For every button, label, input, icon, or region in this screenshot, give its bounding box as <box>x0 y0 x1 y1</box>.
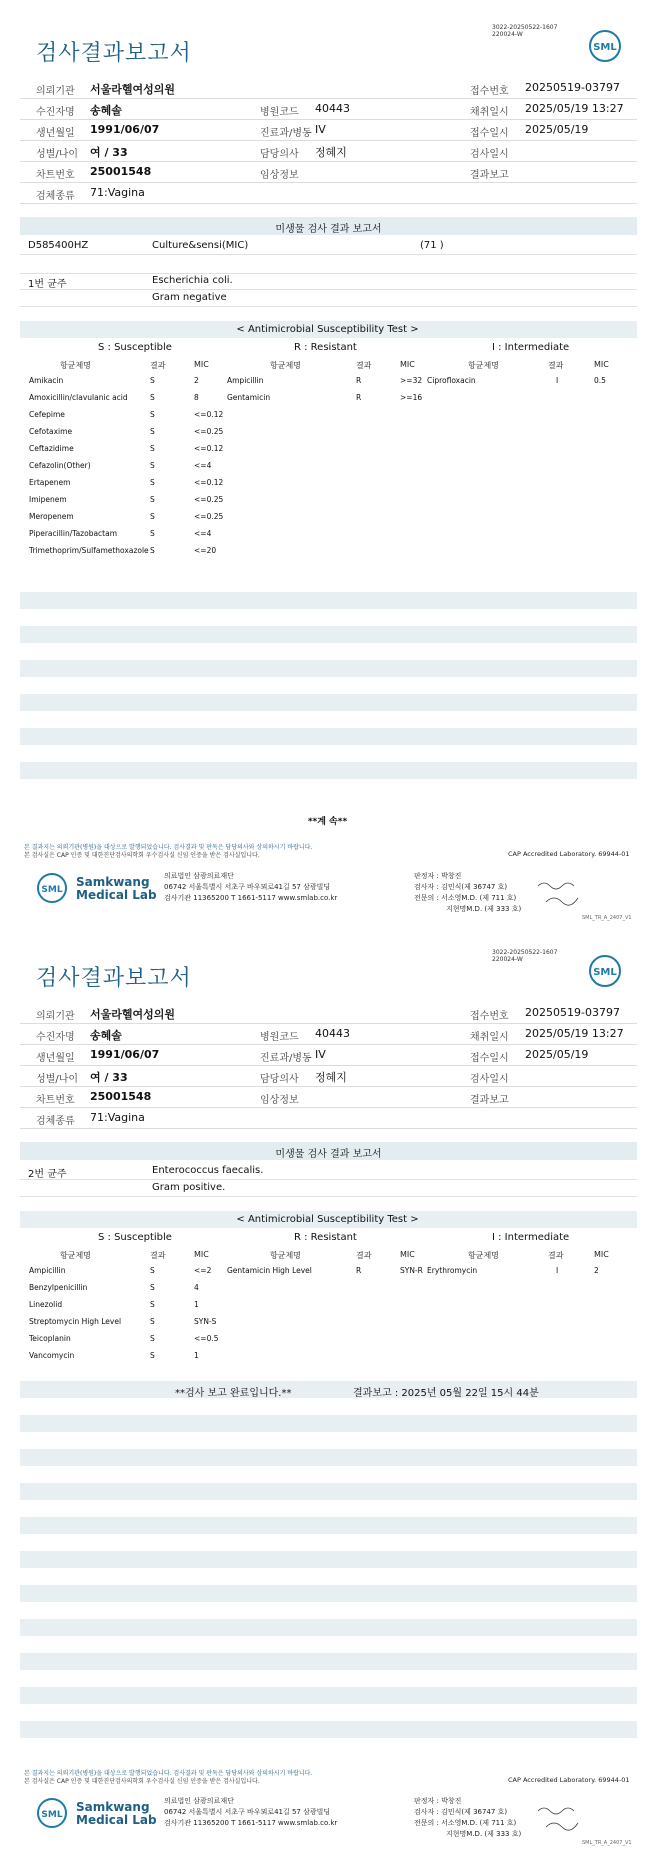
result-code: S <box>150 478 155 487</box>
col-header-mic: MIC <box>594 360 609 369</box>
drug-name: Piperacillin/Tazobactam <box>29 529 118 538</box>
result-code: S <box>150 461 155 470</box>
mic-value: >=32 <box>400 376 423 385</box>
row-stripe <box>20 762 637 779</box>
mic-value: <=4 <box>194 529 212 538</box>
result-code: S <box>150 410 155 419</box>
isolate-1-organism: 1번 균주 Escherichia coli. <box>20 272 637 290</box>
sml-logo <box>588 954 622 988</box>
row-stripe <box>20 1415 637 1432</box>
row-stripe <box>20 1687 637 1704</box>
mic-value: SYN-R <box>400 1266 423 1275</box>
drug-name: Gentamicin <box>227 393 271 402</box>
result-code: S <box>150 1334 155 1343</box>
legend-i: I : Intermediate <box>492 1232 570 1243</box>
col-header-drug: 항균제명 <box>270 361 301 370</box>
col-header-drug: 항균제명 <box>60 1251 91 1260</box>
page-title: 검사결과보고서 <box>36 966 192 991</box>
row-stripe <box>20 1619 637 1636</box>
mic-value: <=0.12 <box>194 478 224 487</box>
lab-address: 의료법인 삼광의료재단 06742 서울특별시 서초구 바우뫼로41길 57 삼광빌딩 검사기관 11365200 T 1661-5117 www.smlab.co.kr <box>164 1797 338 1827</box>
patient-header: 의뢰기관 서울라헬여성의원 접수번호 20250519-03797 수진자명 송혜솔 병원코드 40443 채취일시 2025/05/19 13:27 생년월일 1991/06/07 진료과/병동 IV 접수일시 2025/05/19 성별/나이 여 / 33 담당의사 정혜지 검사일시 차트번호 25001548 임상정보 결과보고 검체종류 71:Vagina <box>20 78 637 204</box>
drug-name: Ampicillin <box>29 1266 66 1275</box>
mic-value: 0.5 <box>594 376 606 385</box>
footer-note: 본 결과지는 의뢰기관(병원)을 대상으로 발행되었습니다. 검사결과 및 판독은 담당의사와 상의하시기 바랍니다. <box>24 844 313 851</box>
sml-logo <box>588 29 622 63</box>
mic-value: <=0.25 <box>194 427 224 436</box>
form-version: SML_TR_A_2407_V1 <box>582 915 632 921</box>
result-code: S <box>150 512 155 521</box>
sml-footer-logo <box>36 872 68 904</box>
svg-text:SML: SML <box>593 967 617 978</box>
col-header-mic: MIC <box>400 360 415 369</box>
drug-name: Trimethoprim/Sulfamethoxazole <box>29 546 149 555</box>
result-code: S <box>150 1300 155 1309</box>
ast-title: < Antimicrobial Susceptibility Test > <box>236 1214 419 1225</box>
col-header-result: 결과 <box>356 361 372 370</box>
row-stripe <box>20 1721 637 1738</box>
drug-name: Cefazolin(Other) <box>29 461 91 470</box>
drug-name: Ampicillin <box>227 376 264 385</box>
legend-r: R : Resistant <box>294 342 357 353</box>
legend-s: S : Susceptible <box>98 342 172 353</box>
svg-text:SML: SML <box>41 885 63 895</box>
drug-name: Ceftazidime <box>29 444 74 453</box>
result-code: S <box>150 495 155 504</box>
mic-value: <=0.5 <box>194 1334 219 1343</box>
result-code: I <box>556 376 559 385</box>
drug-name: Amoxicillin/clavulanic acid <box>29 393 128 402</box>
signatures: 판정자 : 박창진 검사자 : 김민식(제 36747 호) 전문의 : 서소영M.D. (제 711 호) 지현명M.D. (제 333 호) <box>414 1797 522 1838</box>
lab-brand: Samkwang Medical Lab <box>76 875 157 902</box>
mic-value: <=20 <box>194 546 217 555</box>
drug-name: Benzylpenicillin <box>29 1283 88 1292</box>
result-code: R <box>356 393 362 402</box>
patient-header: 의뢰기관 서울라헬여성의원 접수번호 20250519-03797 수진자명 송혜솔 병원코드 40443 채취일시 2025/05/19 13:27 생년월일 1991/06/07 진료과/병동 IV 접수일시 2025/05/19 성별/나이 여 / 33 담당의사 정혜지 검사일시 차트번호 25001548 임상정보 결과보고 검체종류 71:Vagina <box>20 1003 637 1129</box>
isolate-1-gram: Gram negative <box>20 289 637 307</box>
result-code: S <box>150 1351 155 1360</box>
row-stripe <box>20 1653 637 1670</box>
row-stripe <box>20 1517 637 1534</box>
lab-brand: Samkwang Medical Lab <box>76 1800 157 1827</box>
cap-label: CAP Accredited Laboratory. 69944-01 <box>508 1776 630 1784</box>
result-code: I <box>556 1266 559 1275</box>
col-header-result: 결과 <box>356 1251 372 1260</box>
result-code: S <box>150 1266 155 1275</box>
mic-value: 2 <box>594 1266 599 1275</box>
sml-footer-logo <box>36 1797 68 1829</box>
mic-value: <=2 <box>194 1266 212 1275</box>
mic-value: 1 <box>194 1300 199 1309</box>
row-stripe <box>20 1483 637 1500</box>
col-header-result: 결과 <box>548 1251 564 1260</box>
document-code: 3022-20250522-1607 220024-W <box>492 24 558 38</box>
row-stripe <box>20 1449 637 1466</box>
svg-text:SML: SML <box>41 1810 63 1820</box>
report-page-2 <box>0 925 655 1850</box>
section-band: 미생물 검사 결과 보고서 <box>20 217 637 235</box>
drug-name: Teicoplanin <box>29 1334 71 1343</box>
result-code: S <box>150 376 155 385</box>
result-code: S <box>150 546 155 555</box>
drug-name: Meropenem <box>29 512 74 521</box>
col-header-drug: 항균제명 <box>60 361 91 370</box>
mic-value: 8 <box>194 393 199 402</box>
document-code: 3022-20250522-1607 220024-W <box>492 949 558 963</box>
result-code: S <box>150 1317 155 1326</box>
ast-title: < Antimicrobial Susceptibility Test > <box>236 324 419 335</box>
drug-name: Streptomycin High Level <box>29 1317 122 1326</box>
col-header-result: 결과 <box>548 361 564 370</box>
mic-value: <=0.25 <box>194 512 224 521</box>
signature-image <box>536 880 596 910</box>
section-band: 미생물 검사 결과 보고서 <box>20 1142 637 1160</box>
report-datetime: 결과보고 : 2025년 05월 22일 15시 44분 <box>353 1388 539 1399</box>
lab-address: 의료법인 삼광의료재단 06742 서울특별시 서초구 바우뫼로41길 57 삼광빌딩 검사기관 11365200 T 1661-5117 www.smlab.co.kr <box>164 872 338 902</box>
result-code: S <box>150 427 155 436</box>
col-header-mic: MIC <box>400 1250 415 1259</box>
row-stripe <box>20 694 637 711</box>
legend-s: S : Susceptible <box>98 1232 172 1243</box>
result-code: S <box>150 529 155 538</box>
footer-note: 본 결과지는 의뢰기관(병원)을 대상으로 발행되었습니다. 검사결과 및 판독은 담당의사와 상의하시기 바랍니다. <box>24 1770 313 1777</box>
drug-name: Cefotaxime <box>29 427 73 436</box>
drug-name: Cefepime <box>29 410 65 419</box>
mic-value: 4 <box>194 1283 199 1292</box>
result-code: S <box>150 393 155 402</box>
legend-i: I : Intermediate <box>492 342 570 353</box>
col-header-mic: MIC <box>194 1250 209 1259</box>
col-header-drug: 항균제명 <box>270 1251 301 1260</box>
row-stripe <box>20 1551 637 1568</box>
row-stripe <box>20 660 637 677</box>
continued-label: **계 속** <box>307 817 348 827</box>
mic-value: SYN-S <box>194 1317 217 1326</box>
col-header-result: 결과 <box>150 361 166 370</box>
row-stripe <box>20 1585 637 1602</box>
report-complete: **검사 보고 완료입니다.** <box>175 1388 292 1399</box>
drug-name: Erythromycin <box>427 1266 478 1275</box>
mic-value: <=0.12 <box>194 444 224 453</box>
drug-name: Ciprofloxacin <box>427 376 476 385</box>
row-stripe <box>20 626 637 643</box>
row-stripe <box>20 592 637 609</box>
col-header-drug: 항균제명 <box>468 361 499 370</box>
mic-value: 2 <box>194 376 199 385</box>
col-header-drug: 항균제명 <box>468 1251 499 1260</box>
cap-label: CAP Accredited Laboratory. 69944-01 <box>508 850 630 858</box>
result-code: S <box>150 1283 155 1292</box>
signature-image <box>536 1805 596 1835</box>
test-line: D585400HZ Culture&sensi(MIC) (71 ) <box>20 237 637 255</box>
footer-note: 본 검사실은 CAP 인증 및 대한진단검사의학회 우수검사실 신임 인증을 받은 검사실입니다. <box>24 852 260 859</box>
mic-value: >=16 <box>400 393 423 402</box>
drug-name: Imipenem <box>29 495 67 504</box>
footer-note: 본 검사실은 CAP 인증 및 대한진단검사의학회 우수검사실 신임 인증을 받은 검사실입니다. <box>24 1778 260 1785</box>
col-header-mic: MIC <box>594 1250 609 1259</box>
col-header-mic: MIC <box>194 360 209 369</box>
isolate-2-gram: Gram positive. <box>20 1179 637 1197</box>
result-code: R <box>356 376 362 385</box>
mic-value: 1 <box>194 1351 199 1360</box>
legend-r: R : Resistant <box>294 1232 357 1243</box>
drug-name: Amikacin <box>29 376 64 385</box>
row-stripe <box>20 728 637 745</box>
drug-name: Vancomycin <box>29 1351 75 1360</box>
drug-name: Ertapenem <box>29 478 71 487</box>
mic-value: <=0.25 <box>194 495 224 504</box>
isolate-2-organism: 2번 균주 Enterococcus faecalis. <box>20 1162 637 1180</box>
page-title: 검사결과보고서 <box>36 41 192 66</box>
mic-value: <=0.12 <box>194 410 224 419</box>
result-code: S <box>150 444 155 453</box>
svg-text:SML: SML <box>593 42 617 53</box>
drug-name: Linezolid <box>29 1300 63 1309</box>
form-version: SML_TR_A_2407_V1 <box>582 1840 632 1846</box>
mic-value: <=4 <box>194 461 212 470</box>
col-header-result: 결과 <box>150 1251 166 1260</box>
signatures: 판정자 : 박창진 검사자 : 김민식(제 36747 호) 전문의 : 서소영M.D. (제 711 호) 지현명M.D. (제 333 호) <box>414 872 522 913</box>
drug-name: Gentamicin High Level <box>227 1266 312 1275</box>
result-code: R <box>356 1266 362 1275</box>
